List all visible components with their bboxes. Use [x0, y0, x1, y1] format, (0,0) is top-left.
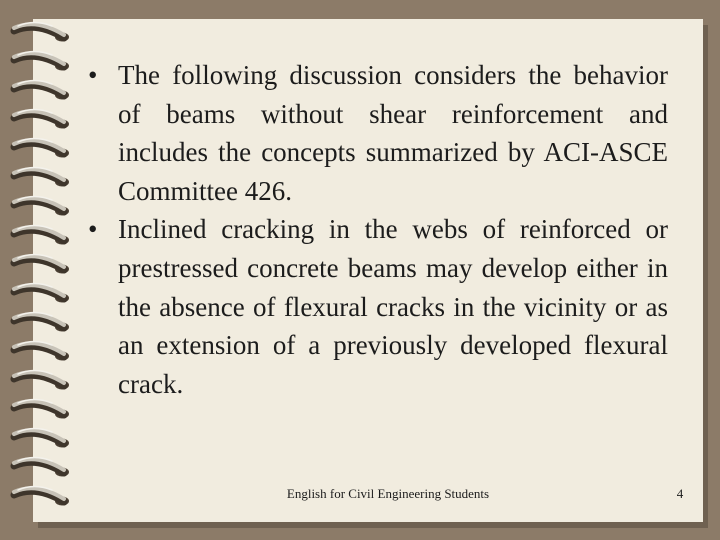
- spiral-ring-icon: [14, 23, 69, 42]
- spiral-ring-icon: [14, 226, 69, 245]
- spiral-ring-icon: [14, 400, 69, 419]
- bullet-list: [86, 56, 668, 403]
- spiral-ring-icon: [14, 371, 69, 390]
- spiral-ring-icon: [14, 197, 69, 216]
- spiral-ring-icon: [14, 52, 69, 71]
- spiral-ring-icon: [14, 313, 69, 332]
- spiral-ring-icon: [14, 110, 69, 129]
- footer-course-title: English for Civil Engineering Students: [286, 486, 490, 501]
- spiral-ring-icon: [14, 139, 69, 158]
- spiral-ring-icon: [14, 487, 69, 506]
- spiral-ring-icon: [14, 255, 69, 274]
- spiral-ring-icon: [14, 81, 69, 100]
- spiral-ring-icon: [14, 168, 69, 187]
- bullet-item: [86, 56, 668, 210]
- spiral-ring-icon: [14, 284, 69, 303]
- bullet-text: Inclined cracking in the webs of reinforced or prestressed concrete beams may develop either in the absence of flexural cracks in the vicinity or as an extension of a previously developed flexural crack.: [118, 214, 668, 399]
- spiral-binding-icon: [0, 0, 90, 540]
- spiral-ring-icon: [14, 429, 69, 448]
- bullet-marker: •: [88, 214, 98, 245]
- bullet-marker: •: [88, 60, 98, 90]
- bullet-item: [86, 210, 668, 403]
- footer-page-number: 4: [676, 486, 684, 501]
- bullet-text: The following discussion considers the behavior of beams without shear reinforcement and includes the concepts summarized by ACI-ASCE Committee 426.: [118, 60, 668, 206]
- spiral-ring-icon: [14, 458, 69, 477]
- spiral-ring-icon: [14, 342, 69, 361]
